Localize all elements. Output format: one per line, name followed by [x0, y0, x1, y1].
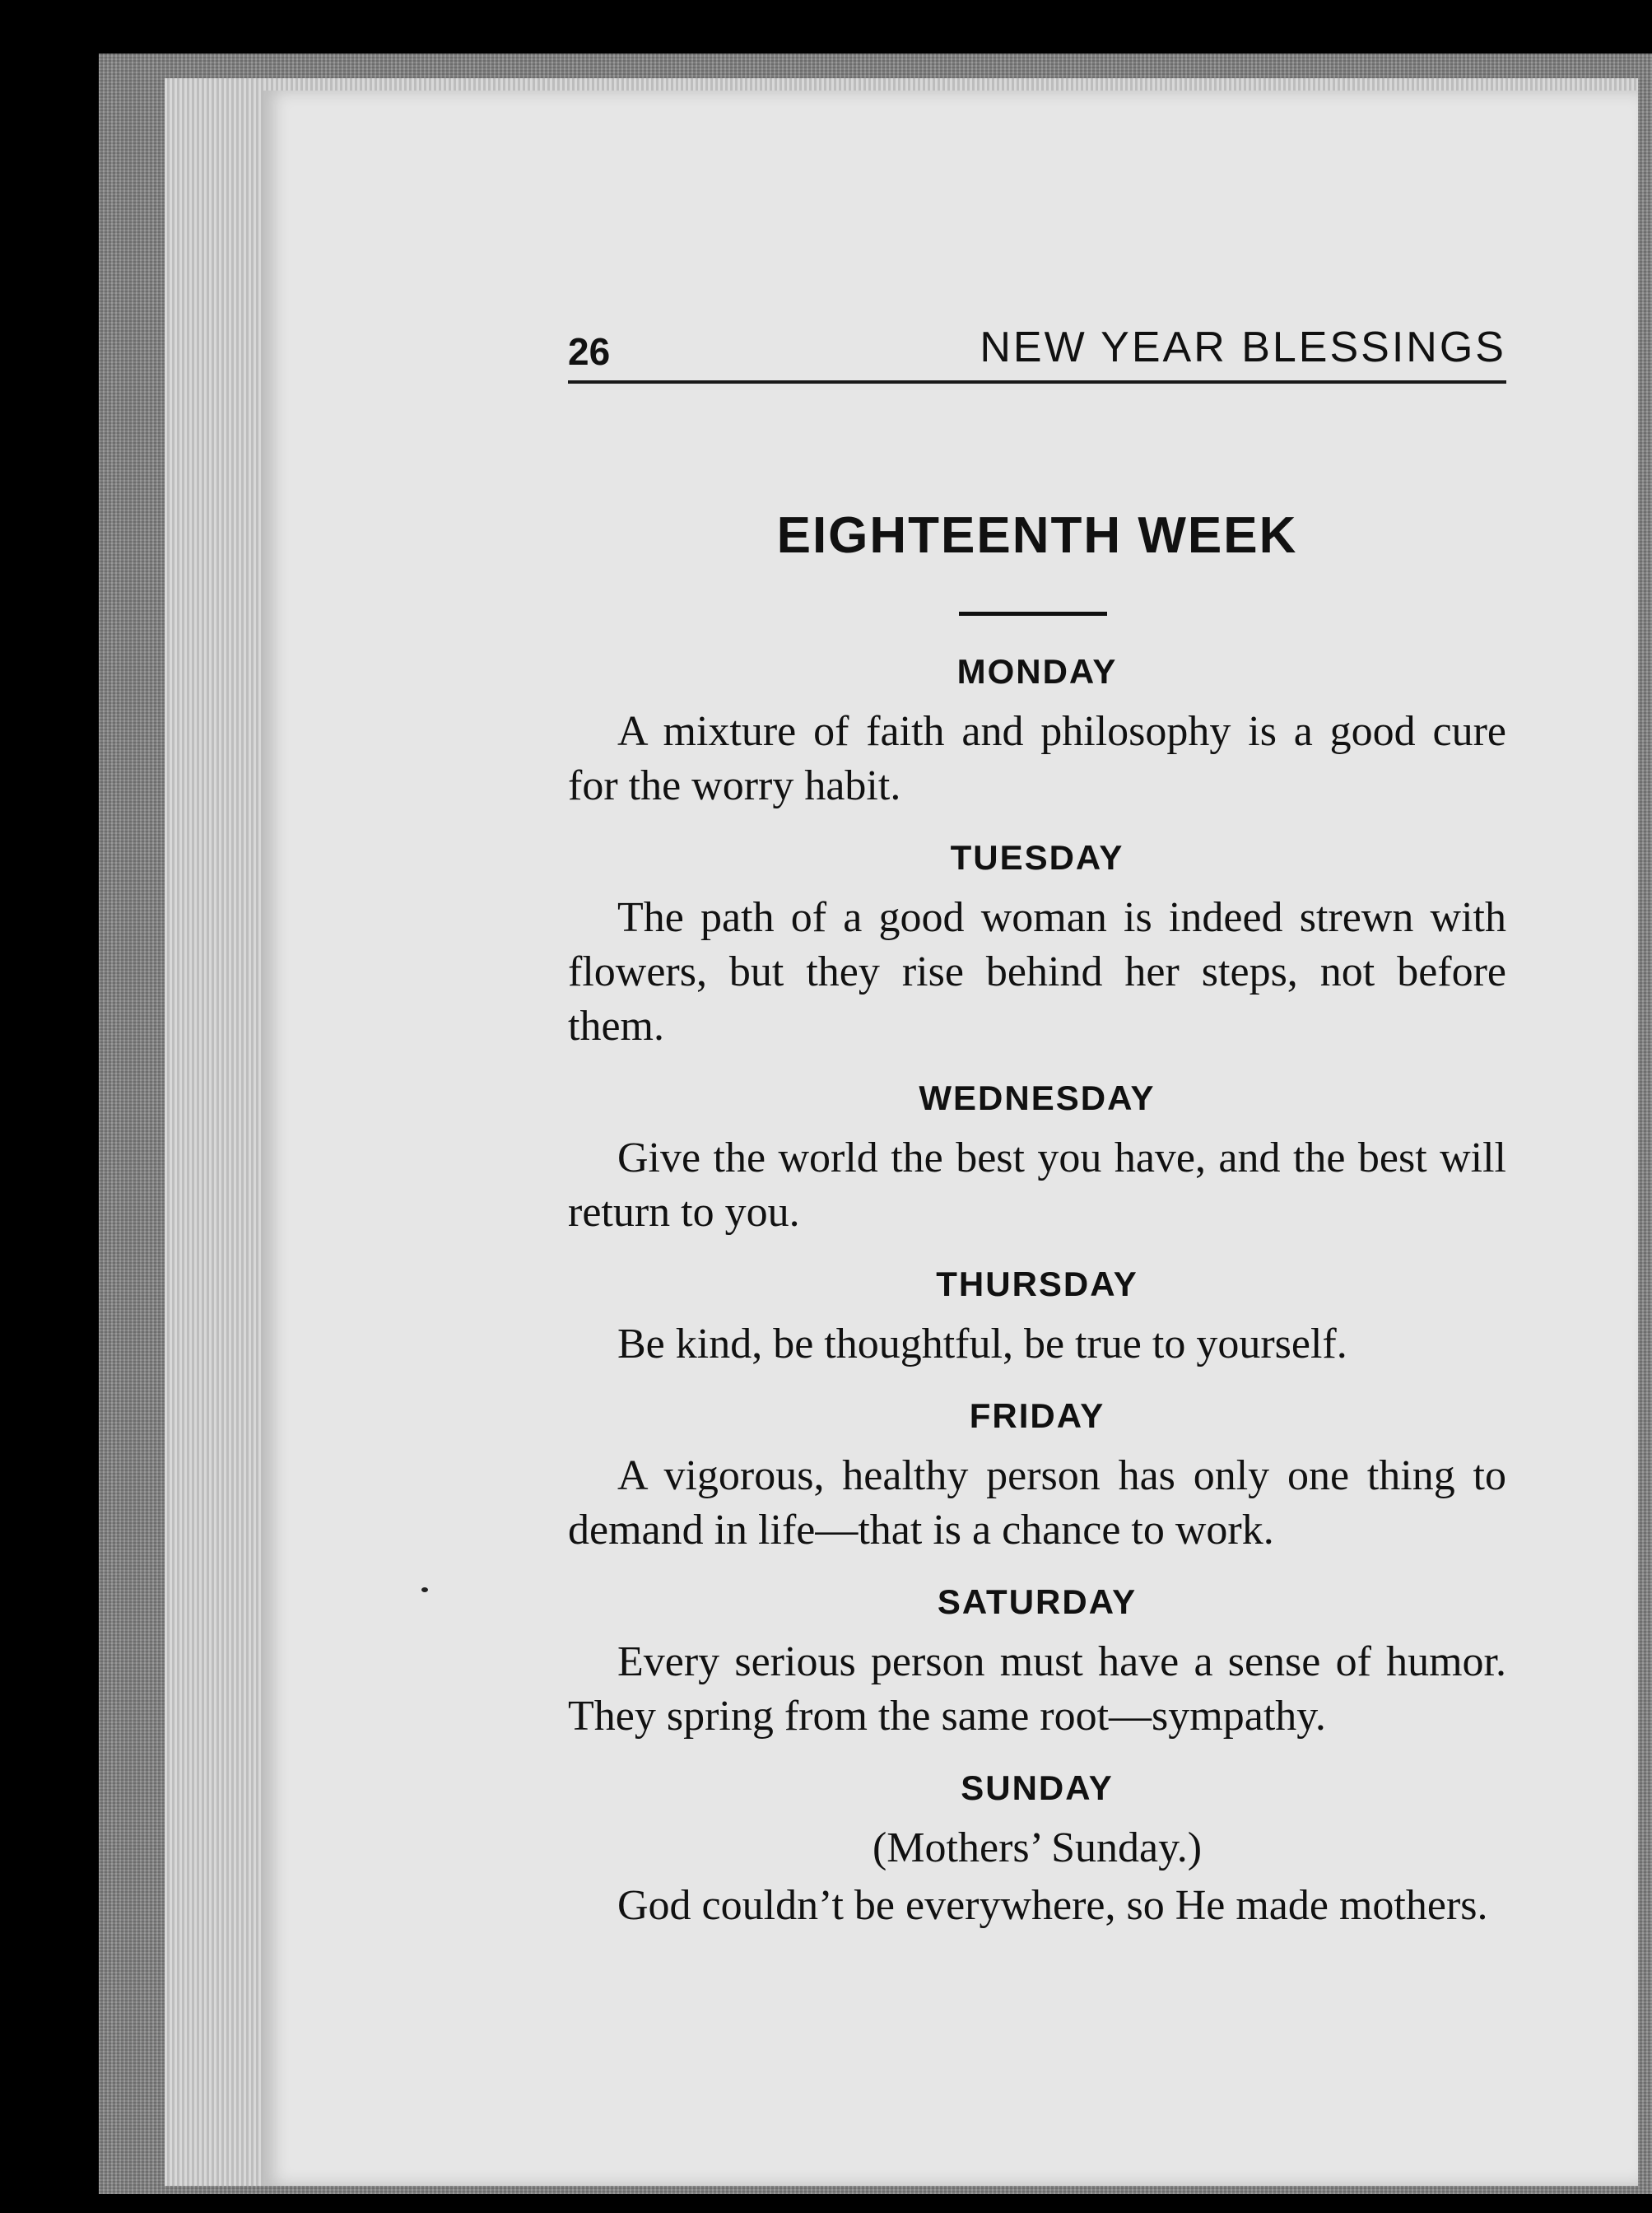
day-name: FRIDAY — [969, 1396, 1105, 1435]
day-entry-tuesday — [568, 836, 1506, 1054]
day-quote: Every serious person must have a sense of humor. They spring from the same root—sympathy. — [568, 1638, 1506, 1740]
day-entries — [568, 650, 1506, 1956]
day-quote: Give the world the best you have, and the best will return to you. — [568, 1134, 1506, 1236]
day-quote: God couldn’t be everywhere, so He made mothers. — [617, 1882, 1488, 1929]
day-entry-thursday — [568, 1263, 1506, 1372]
day-quote: A vigorous, healthy person has only one thing to demand in life—that is a chance to work. — [568, 1452, 1506, 1554]
day-entry-saturday — [568, 1581, 1506, 1744]
day-name: WEDNESDAY — [919, 1079, 1156, 1117]
day-name: TUESDAY — [950, 838, 1124, 877]
day-name: MONDAY — [956, 652, 1118, 691]
book-title: NEW YEAR BLESSINGS — [980, 324, 1506, 371]
week-title: EIGHTEENTH WEEK — [776, 507, 1298, 564]
title-rule — [959, 612, 1107, 616]
day-subtitle: (Mothers’ Sunday.) — [872, 1824, 1203, 1871]
book-page — [263, 91, 1638, 2186]
page-number: 26 — [568, 330, 611, 373]
day-entry-friday — [568, 1395, 1506, 1558]
day-quote: A mixture of faith and philosophy is a good cure for the worry habit. — [568, 708, 1506, 809]
page-speck — [421, 1587, 428, 1592]
running-head — [568, 306, 1506, 384]
day-name: SUNDAY — [961, 1768, 1114, 1807]
day-name: THURSDAY — [936, 1265, 1138, 1303]
day-quote: Be kind, be thoughtful, be true to yourself. — [617, 1321, 1347, 1367]
day-name: SATURDAY — [937, 1582, 1138, 1621]
day-entry-wednesday — [568, 1077, 1506, 1240]
day-entry-monday — [568, 650, 1506, 813]
day-quote: The path of a good woman is indeed strewn with flowers, but they rise behind her steps, not before them. — [568, 894, 1506, 1050]
day-entry-sunday — [568, 1767, 1506, 1933]
